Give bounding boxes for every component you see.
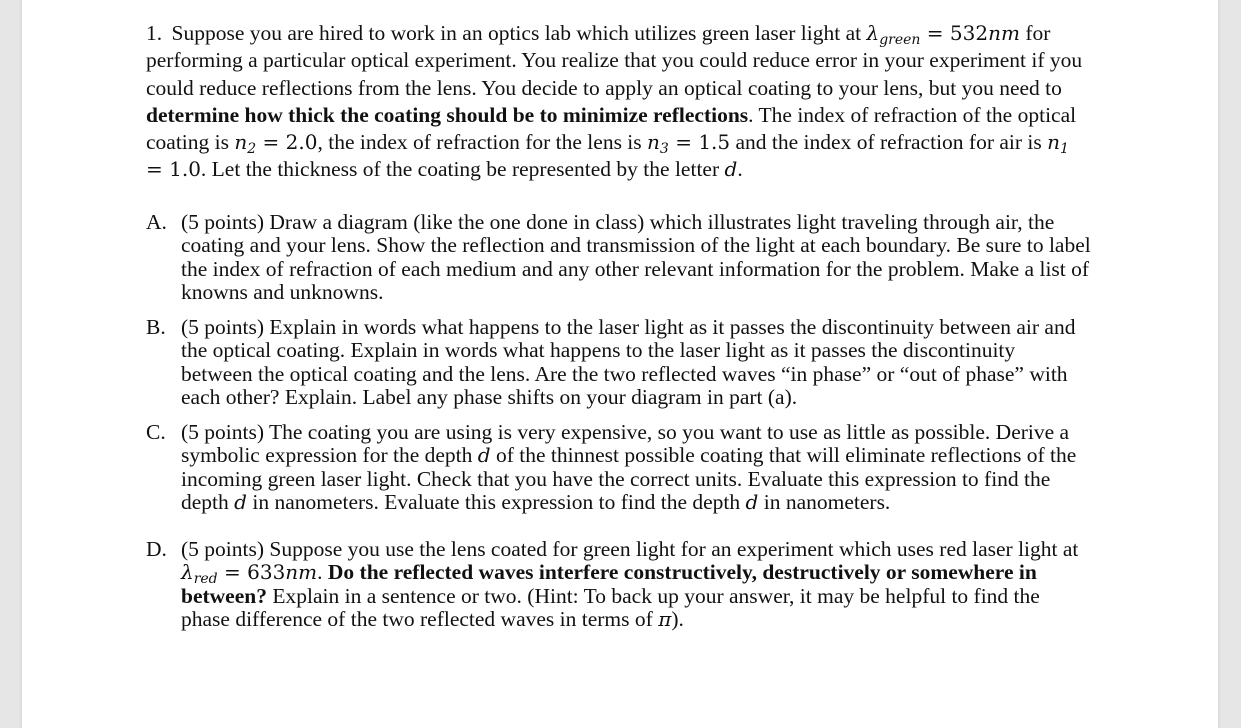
part-c-text-4: in nanometers.	[758, 490, 891, 515]
part-c-text-2: of the thinnest possible coating that will eliminate reflections of the incoming green laser light. Check that you have the correct units. Evaluate this expression to find the depth	[181, 443, 1077, 515]
part-c-d-symbol-3: d	[745, 490, 759, 515]
part-b-letter: B.	[146, 314, 166, 339]
intro-text-1: Suppose you are hired to work in an optics lab which utilizes green laser light at	[171, 21, 867, 45]
part-b-text: (5 points) Explain in words what happens to the laser light as it passes the discontinuity between air and the optical coating. Explain in words what happens to the laser light as it passes the discontinuity between the optical coating and the lens. Are the two reflected waves “in phase” or “out of phase” with each other? Explain. Label any phase shifts on your diagram in part (a).	[181, 314, 1076, 410]
part-c-letter: C.	[146, 419, 166, 444]
part-d-letter: D.	[146, 536, 167, 561]
question-parts-list	[146, 211, 1091, 632]
thickness-d-symbol: d	[724, 157, 738, 182]
part-c-d-symbol-1: d	[477, 443, 491, 468]
lambda-red-unit: nm	[285, 560, 318, 585]
pi-symbol: π	[658, 607, 672, 632]
part-a-letter: A.	[146, 209, 167, 234]
part-c-d-symbol-2: d	[234, 490, 247, 515]
part-c-text-3: in nanometers. Evaluate this expression to find the depth	[246, 490, 746, 515]
problem-content	[146, 20, 1091, 632]
intro-bold-task: determine how thick the coating should be to minimize reflections	[146, 102, 749, 127]
part-a-text: (5 points) Draw a diagram (like the one done in class) which illustrates light traveling through air, the coating and your lens. Show the reflection and transmission of the light at each boundary. Be sure to label the index of refraction of each medium and any other relevant information for the problem. Make a list of knowns and unknowns.	[181, 209, 1091, 305]
n2-symbol: $n_2$	[234, 130, 257, 158]
n1-symbol: $n_1$	[1047, 130, 1069, 158]
intro-text-4: , the index of refraction for the lens is	[317, 130, 648, 155]
lambda-green-value: = 532	[920, 21, 989, 45]
part-c	[146, 421, 1091, 515]
n1-value: = 1.0	[146, 157, 201, 182]
part-d-text-3: Explain in a sentence or two. (Hint: To back up your answer, it may be helpful to find the phase difference of the two reflected waves in terms of	[181, 583, 1040, 632]
intro-text-7: .	[737, 157, 743, 182]
lambda-green-symbol: $\lambda_{green}$	[866, 21, 921, 48]
n3-value: = 1.5	[668, 130, 731, 155]
problem-intro	[146, 20, 1091, 184]
part-d-text-2: .	[317, 560, 328, 585]
part-b	[146, 316, 1091, 410]
lambda-green-unit: nm	[988, 21, 1020, 45]
document-page	[22, 0, 1218, 728]
problem-number: 1.	[146, 21, 163, 45]
part-d	[146, 538, 1091, 632]
n3-symbol: $n_3$	[647, 130, 669, 158]
intro-text-5: and the index of refraction for air is	[730, 130, 1048, 155]
part-a	[146, 211, 1091, 305]
intro-text-2: for performing a particular optical experiment. You realize that you could reduce error in your experiment if you could reduce reflections from the lens. You decide to apply an optical coating to your lens, but you need to	[146, 21, 1083, 100]
n2-value: = 2.0	[256, 130, 318, 155]
part-c-text-1: (5 points) The coating you are using is very expensive, so you want to use as little as possible. Derive a symbolic expression for the depth	[181, 419, 1070, 468]
intro-text-3: . The index of refraction of the optical coating is	[146, 102, 1077, 155]
part-d-text-1: (5 points) Suppose you use the lens coated for green light for an experiment which uses red laser light at	[181, 536, 1079, 561]
part-d-bold-question: Do the reflected waves interfere constructively, destructively or somewhere in between?	[181, 560, 1037, 608]
lambda-red-value: = 633	[217, 560, 286, 585]
intro-text-6: . Let the thickness of the coating be represented by the letter	[200, 157, 725, 182]
lambda-red-symbol: $\lambda_{red}$	[181, 560, 218, 588]
part-d-text-4: ).	[671, 607, 684, 632]
